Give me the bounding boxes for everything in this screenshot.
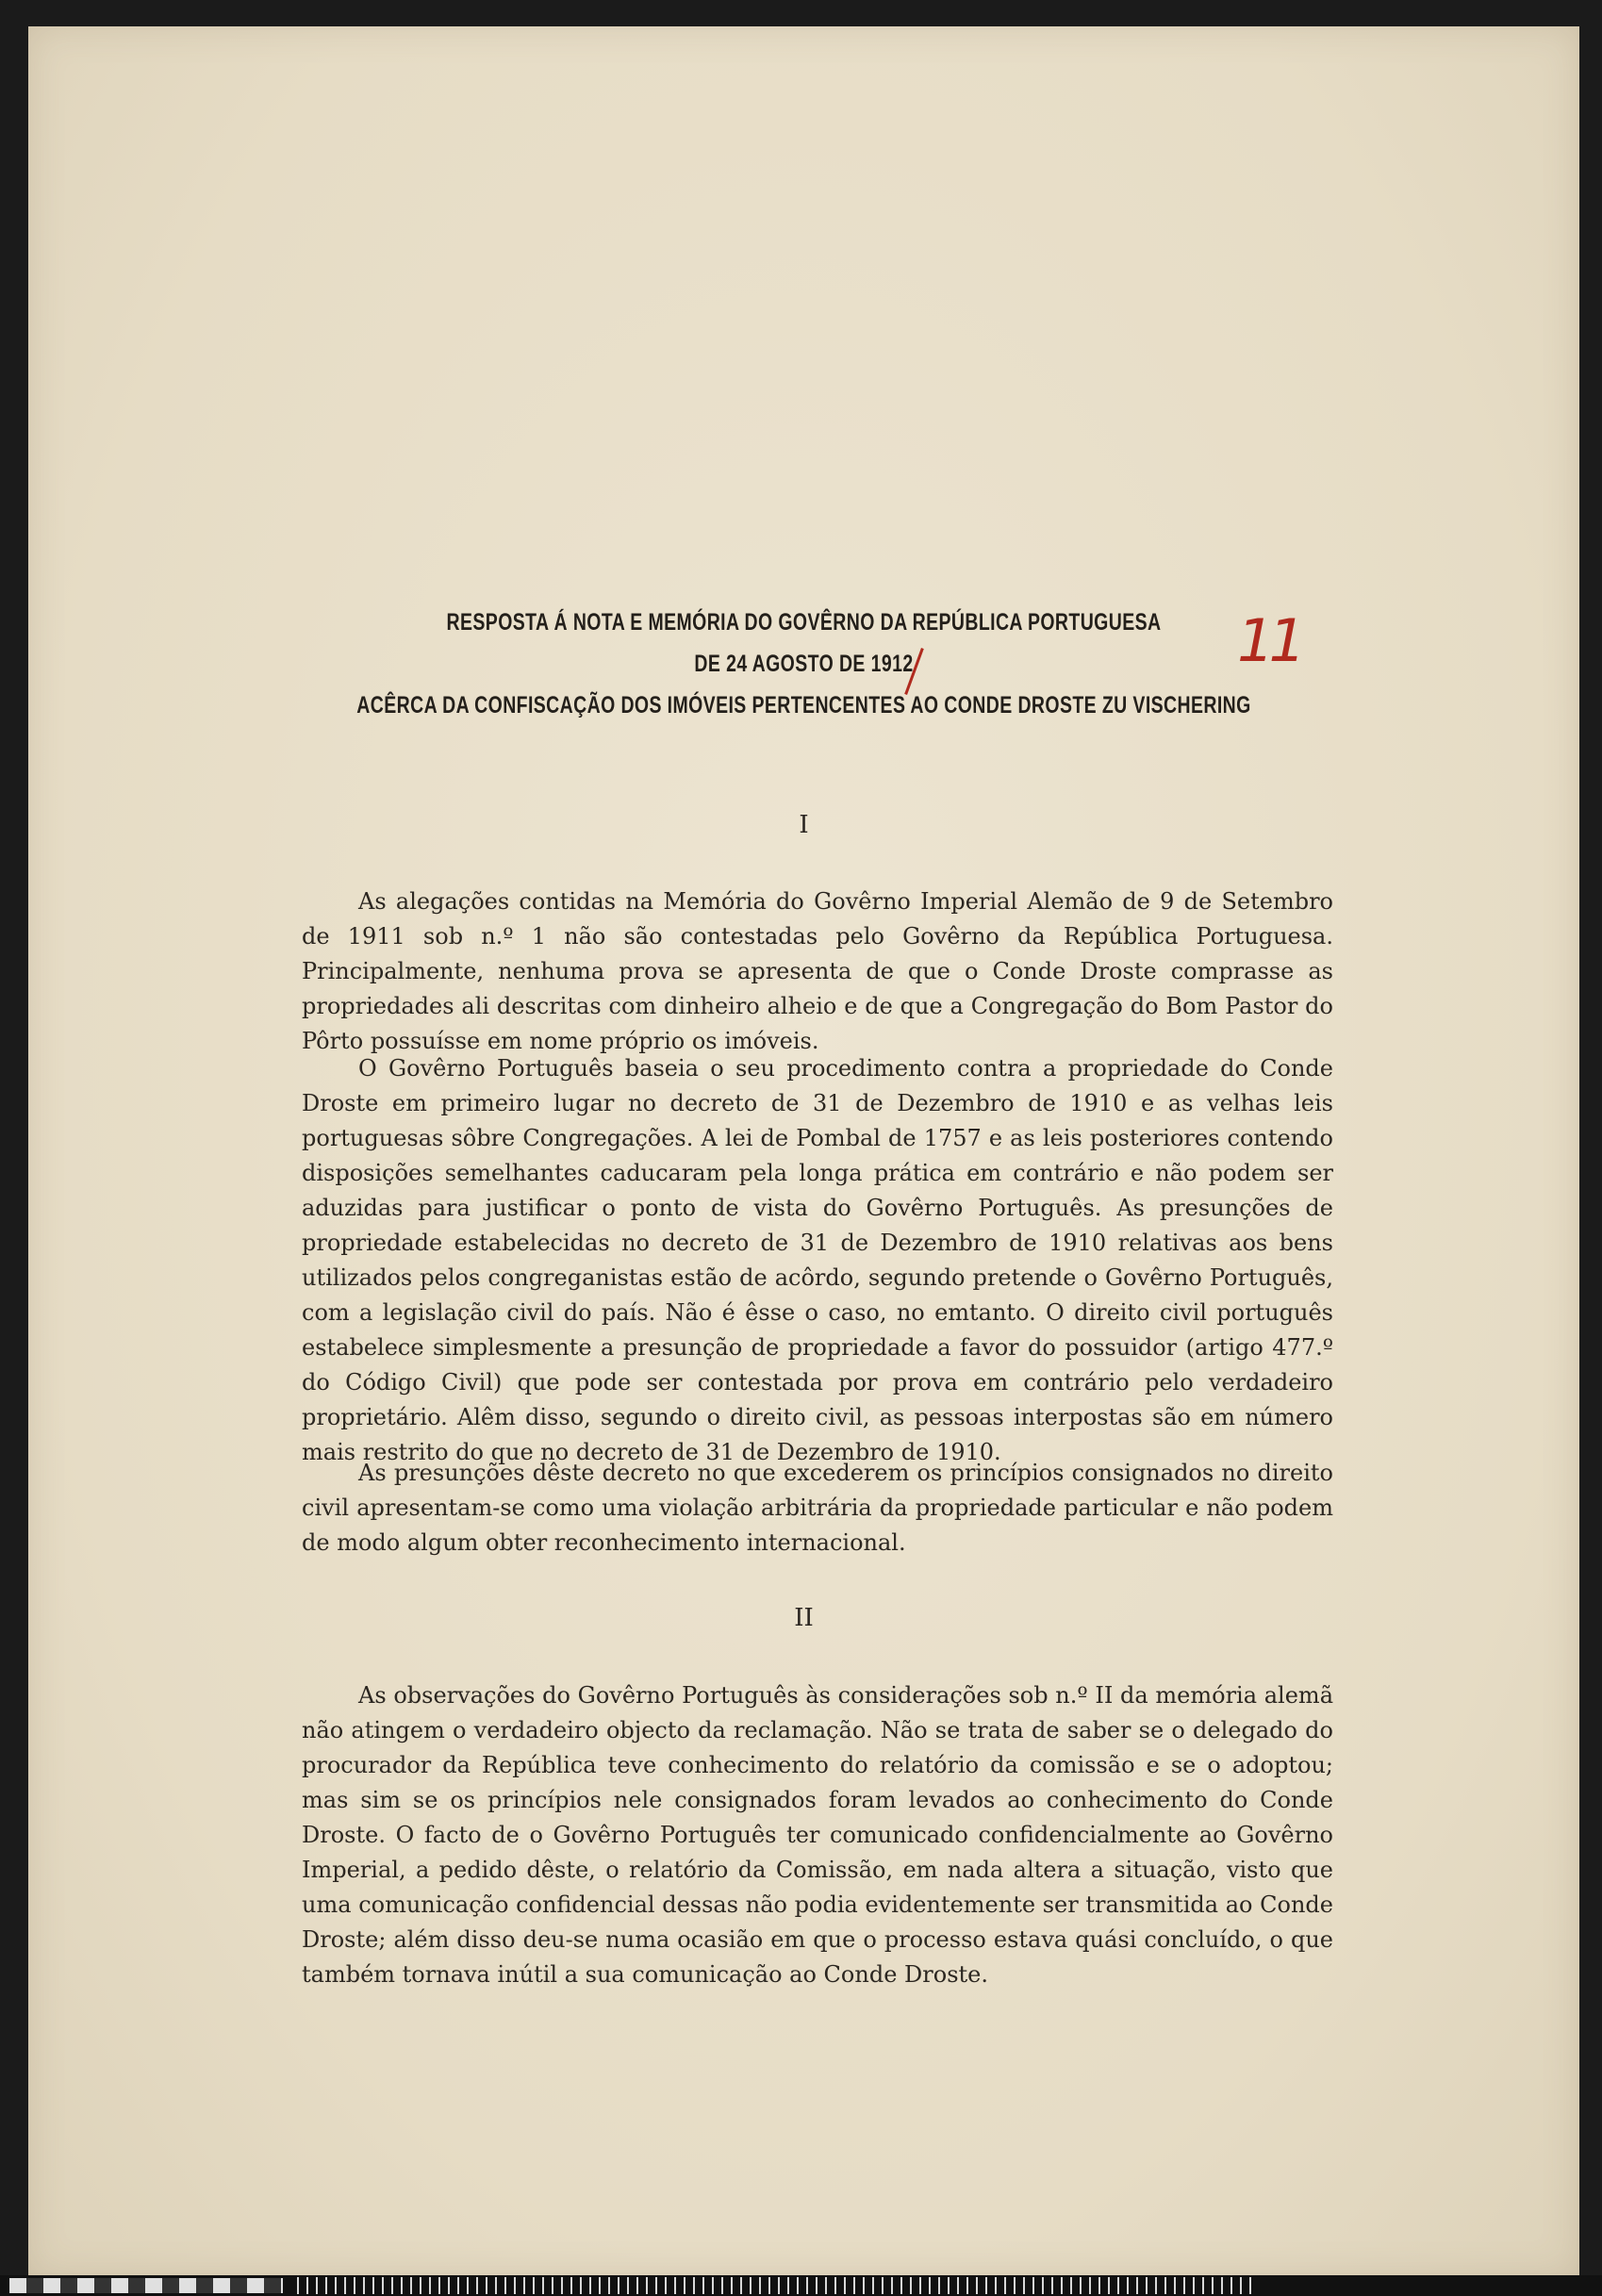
paragraph: As observações do Govêrno Português às considerações sob n.º II da memória alemã não atingem o verdadeiro objecto da reclamação. Não se trata de saber se o delegado do procurador da República teve conhecimento do relatório da comissão e se o adoptou; mas sim se os princípios nele consignados foram levados ao conhecimento do Conde Droste. O facto de o Govêrno Português ter comunicado confidencialmente ao Govêrno Imperial, a pedido dêste, o relatório da Comissão, em nada altera a situação, visto que uma comunicação confidencial dessas não podia evidentemente ser transmitida ao Conde Droste; além disso deu-se numa ocasião em que o processo estava quási concluído, o que também tornava inútil a sua comunicação ao Conde Droste.	[302, 1682, 1333, 1988]
measurement-scale	[297, 2277, 1259, 2294]
document-title-line-2: DE 24 AGOSTO DE 1912	[694, 651, 914, 677]
section-number: II	[794, 1604, 814, 1632]
paragraph: As presunções dêste decreto no que excederem os princípios consignados no direito civil apresentam-se como uma violação arbitrária da propriedade particular e não podem de modo algum obter reconhecimento internacional.	[302, 1460, 1333, 1556]
handwritten-page-number: 11	[1237, 606, 1300, 675]
paragraph: As alegações contidas na Memória do Govêrno Imperial Alemão de 9 de Setembro de 1911 sob n.º 1 não são contestadas pelo Govêrno da República Portuguesa. Principalmente, nenhuma prova se apresenta de que o Conde Droste comprasse as propriedades ali descritas com dinheiro alheio e de que a Congregação do Bom Pastor do Pôrto possuísse em nome próprio os imóveis.	[302, 888, 1333, 1054]
scan-ruler	[0, 2275, 1602, 2296]
color-calibration-strip	[9, 2278, 283, 2293]
document-title-line-1: RESPOSTA Á NOTA E MEMÓRIA DO GOVÊRNO DA REPÚBLICA PORTUGUESA	[446, 609, 1162, 636]
paragraph: O Govêrno Português baseia o seu procedimento contra a propriedade do Conde Droste em primeiro lugar no decreto de 31 de Dezembro de 1910 e as velhas leis portuguesas sôbre Congregações. A lei de Pombal de 1757 e as leis posteriores contendo disposições semelhantes caducaram pela longa prática em contrário e não podem ser aduzidas para justificar o ponto de vista do Govêrno Português. As presunções de propriedade estabelecidas no decreto de 31 de Dezembro de 1910 relativas aos bens utilizados pelos congreganistas estão de acôrdo, segundo pretende o Govêrno Português, com a legislação civil do país. Não é êsse o caso, no emtanto. O direito civil português estabelece simplesmente a presunção de propriedade a favor do possuidor (artigo 477.º do Código Civil) que pode ser contestada por prova em contrário pelo verdadeiro proprietário. Alêm disso, segundo o direito civil, as pessoas interpostas são em número mais restrito do que no decreto de 31 de Dezembro de 1910.	[302, 1055, 1333, 1465]
document-title-line-3: ACÊRCA DA CONFISCAÇÃO DOS IMÓVEIS PERTENCENTES AO CONDE DROSTE ZU VISCHERING	[356, 692, 1251, 719]
document-page	[28, 26, 1579, 2278]
section-number: I	[799, 811, 809, 839]
